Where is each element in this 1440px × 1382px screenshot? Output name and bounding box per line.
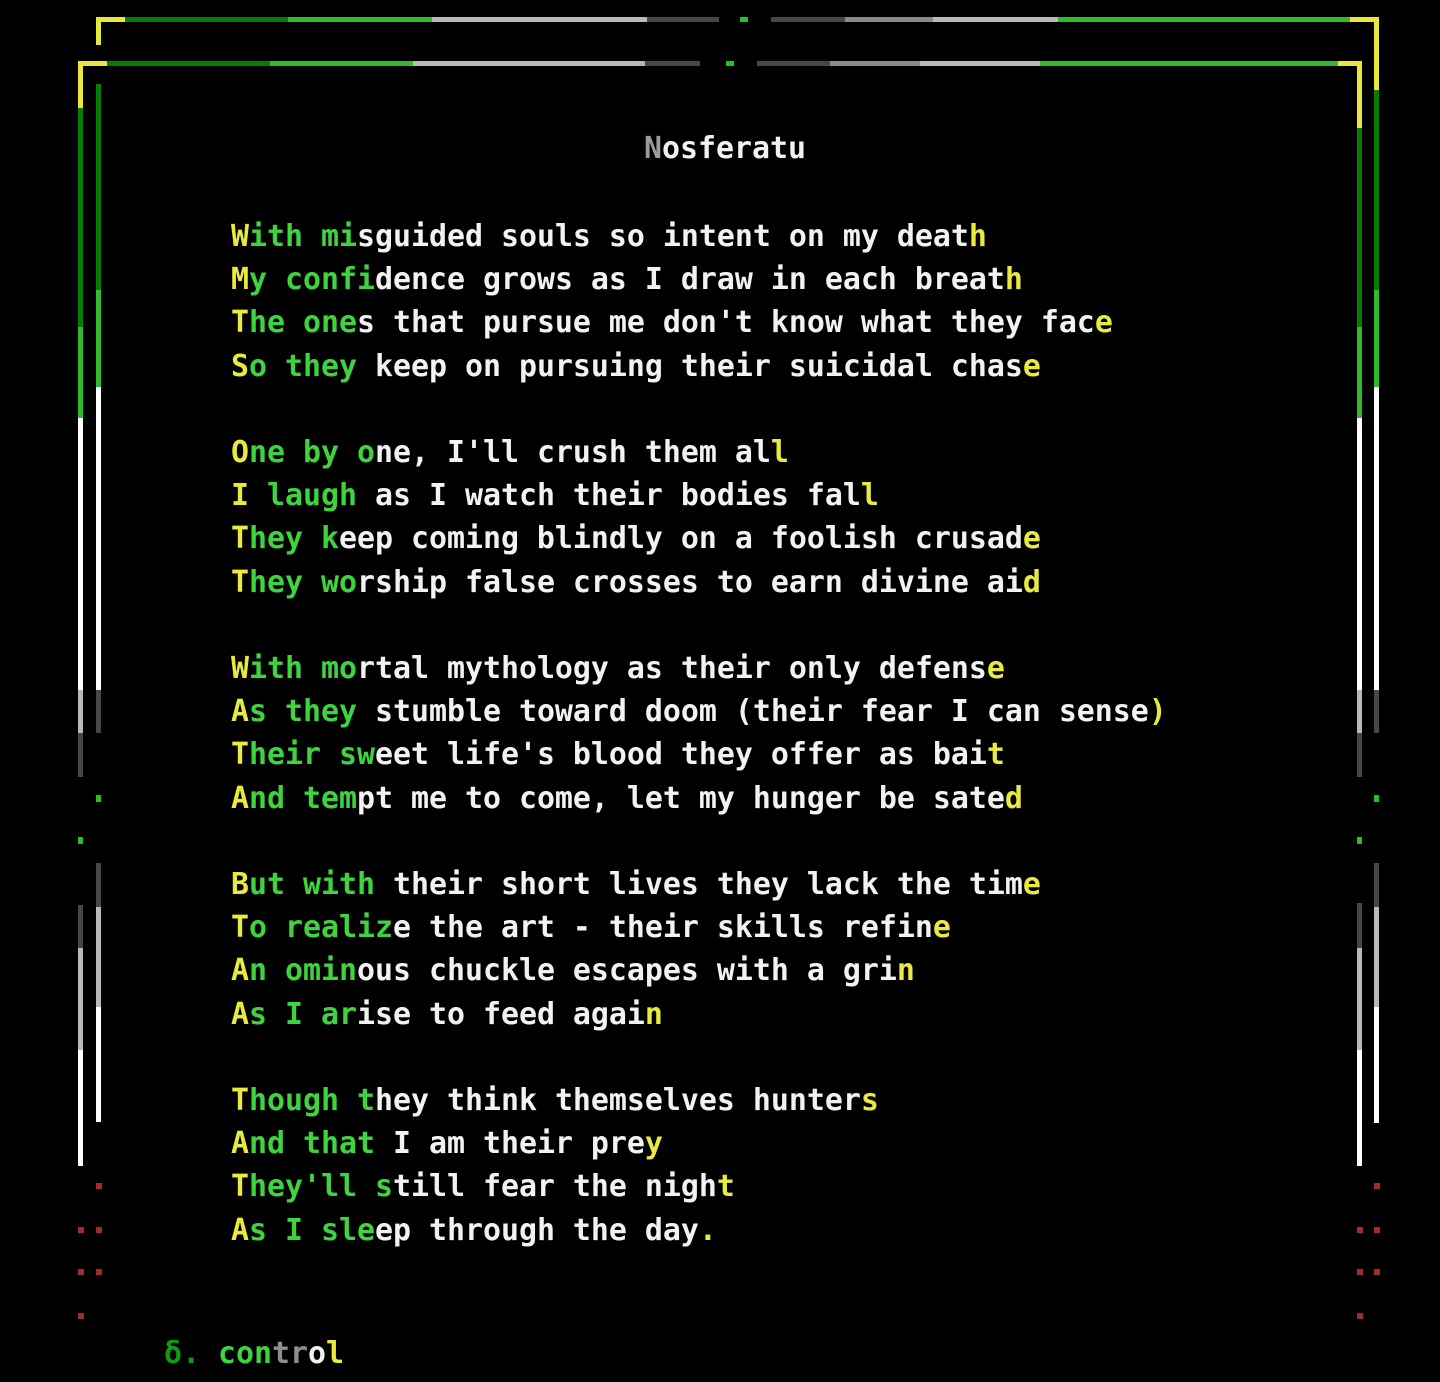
- text-segment: S: [231, 348, 249, 384]
- red-dot: [78, 1313, 84, 1319]
- text-segment: ith mi: [249, 219, 357, 254]
- text-segment: t: [986, 737, 1005, 773]
- red-dot: [1374, 1227, 1380, 1233]
- text-segment: l: [860, 478, 879, 514]
- poem-line: [231, 1209, 879, 1252]
- poem-line: [231, 949, 1041, 992]
- text-segment: s I sle: [249, 1212, 375, 1248]
- text-segment: nd that: [249, 1126, 375, 1162]
- poem-line: [231, 301, 1113, 344]
- text-segment: rship false crosses to earn divine ai: [356, 564, 1023, 600]
- text-segment: e: [1022, 348, 1041, 384]
- text-segment: d: [1004, 780, 1023, 816]
- text-segment: ne, I'll crush them al: [374, 435, 771, 470]
- text-segment: ith mo: [249, 651, 357, 686]
- text-segment: N: [644, 131, 662, 166]
- poem-line: [231, 1122, 879, 1165]
- text-segment: n omin: [249, 953, 357, 989]
- text-segment: d: [1022, 564, 1041, 600]
- text-segment: eet life's blood they offer as bai: [374, 737, 987, 773]
- text-segment: eep coming blindly on a foolish crusad: [338, 521, 1023, 557]
- text-segment: T: [231, 1169, 249, 1205]
- poem-line: [231, 777, 1167, 820]
- text-segment: nd tem: [249, 780, 357, 816]
- border-left-outer-line: [78, 66, 83, 1166]
- border-top-outer-line: [96, 17, 1379, 22]
- red-dot: [96, 1227, 102, 1233]
- border-top-inner-line: [78, 61, 1362, 66]
- text-segment: tr: [272, 1336, 308, 1371]
- text-segment: hough t: [249, 1083, 375, 1118]
- text-segment: e the art - their skills refin: [392, 910, 933, 946]
- red-dot: [1357, 1227, 1363, 1233]
- text-segment: ous chuckle escapes with a gri: [356, 953, 897, 989]
- poem-line: [231, 561, 1041, 604]
- text-segment: s that pursue me don't know what they fac: [356, 305, 1095, 341]
- text-segment: M: [231, 262, 249, 298]
- text-segment: dence grows as I draw in each breat: [374, 262, 1005, 298]
- border-left-inner-line: [96, 84, 101, 1122]
- text-segment: O: [231, 435, 249, 470]
- text-segment: ep through the day: [374, 1212, 699, 1248]
- text-segment: T: [231, 1083, 249, 1118]
- text-segment: n: [644, 996, 663, 1032]
- poem-stanza-3: [231, 647, 1167, 820]
- text-segment: l: [770, 435, 789, 470]
- text-segment: hey k: [249, 521, 339, 557]
- text-segment: ): [1148, 694, 1167, 730]
- text-segment: W: [231, 219, 249, 254]
- text-segment: ne by o: [249, 435, 375, 470]
- text-segment: s they: [249, 694, 357, 730]
- text-segment: A: [231, 996, 249, 1032]
- poem-line: [231, 993, 1041, 1036]
- text-segment: B: [231, 867, 249, 902]
- poem-line: [231, 863, 1041, 906]
- red-dot: [78, 1227, 84, 1233]
- text-segment: ise to feed agai: [356, 996, 645, 1032]
- control-prompt: [164, 1332, 344, 1375]
- poem-line: [231, 1165, 879, 1208]
- text-segment: their short lives they lack the tim: [374, 867, 1023, 902]
- text-segment: t: [716, 1169, 735, 1205]
- text-segment: rtal mythology as their only defens: [356, 651, 987, 686]
- text-segment: ut with: [249, 867, 375, 902]
- text-segment: h: [1004, 262, 1023, 298]
- text-segment: hey wo: [249, 564, 357, 600]
- text-segment: o: [308, 1336, 326, 1371]
- text-segment: A: [231, 953, 249, 989]
- text-segment: .: [698, 1212, 717, 1248]
- text-segment: laugh: [249, 478, 357, 514]
- text-segment: e: [932, 910, 951, 946]
- text-segment: e: [1022, 521, 1041, 557]
- text-segment: stumble toward doom (their fear I can sense: [356, 694, 1149, 730]
- poem-line: [231, 345, 1113, 388]
- text-segment: e: [986, 651, 1005, 686]
- text-segment: [200, 1336, 218, 1371]
- text-segment: heir sw: [249, 737, 375, 773]
- red-dot: [1357, 1269, 1363, 1275]
- text-segment: till fear the nigh: [392, 1169, 717, 1205]
- text-segment: y: [644, 1126, 663, 1162]
- text-segment: W: [231, 651, 249, 686]
- text-segment: A: [231, 1212, 249, 1248]
- page-title: [644, 127, 806, 170]
- text-segment: δ.: [164, 1336, 200, 1371]
- text-segment: he one: [249, 305, 357, 341]
- text-segment: s: [860, 1083, 879, 1118]
- text-segment: e: [1022, 867, 1041, 902]
- text-segment: y confi: [249, 262, 375, 298]
- text-segment: I am their pre: [374, 1126, 645, 1162]
- poem-line: [231, 906, 1041, 949]
- text-segment: T: [231, 521, 249, 557]
- text-segment: o realiz: [249, 910, 393, 946]
- poem-line: [231, 215, 1113, 258]
- poem-line: [231, 690, 1167, 733]
- red-dot: [1357, 1313, 1363, 1319]
- text-segment: n: [896, 953, 915, 989]
- text-segment: s I ar: [249, 996, 357, 1032]
- poem-line: [231, 733, 1167, 776]
- poem-stanza-1: [231, 215, 1113, 388]
- red-dot: [96, 1269, 102, 1275]
- text-segment: osferatu: [662, 131, 806, 166]
- poem-line: [231, 1079, 879, 1122]
- red-dot: [1374, 1183, 1380, 1189]
- poem-line: [231, 431, 1041, 474]
- text-segment: A: [231, 1126, 249, 1162]
- poem-stanza-2: [231, 431, 1041, 604]
- poem-line: [231, 517, 1041, 560]
- text-segment: hey'll s: [249, 1169, 393, 1205]
- text-segment: h: [968, 219, 987, 254]
- text-segment: e: [1094, 305, 1113, 341]
- text-segment: l: [326, 1336, 344, 1371]
- text-segment: pt me to come, let my hunger be sate: [356, 780, 1005, 816]
- border-left-inner-stub: [96, 22, 101, 45]
- poem-stanza-5: [231, 1079, 879, 1252]
- text-segment: o they: [249, 348, 357, 384]
- text-segment: as I watch their bodies fal: [356, 478, 861, 514]
- text-segment: A: [231, 694, 249, 730]
- poem-line: [231, 647, 1167, 690]
- text-segment: T: [231, 910, 249, 946]
- border-right-inner-line: [1357, 66, 1362, 1166]
- text-segment: con: [218, 1336, 272, 1371]
- poem-stanza-4: [231, 863, 1041, 1036]
- red-dot: [1374, 1269, 1380, 1275]
- text-segment: hey think themselves hunter: [374, 1083, 861, 1118]
- poem-line: [231, 474, 1041, 517]
- poem-line: [231, 258, 1113, 301]
- text-segment: A: [231, 780, 249, 816]
- text-segment: sguided souls so intent on my deat: [356, 219, 969, 254]
- red-dot: [78, 1269, 84, 1275]
- text-segment: T: [231, 564, 249, 600]
- red-dot: [96, 1183, 102, 1189]
- border-right-outer-line: [1374, 22, 1379, 1123]
- text-segment: keep on pursuing their suicidal chas: [356, 348, 1023, 384]
- text-segment: I: [231, 478, 249, 514]
- text-segment: T: [231, 737, 249, 773]
- text-segment: T: [231, 305, 249, 341]
